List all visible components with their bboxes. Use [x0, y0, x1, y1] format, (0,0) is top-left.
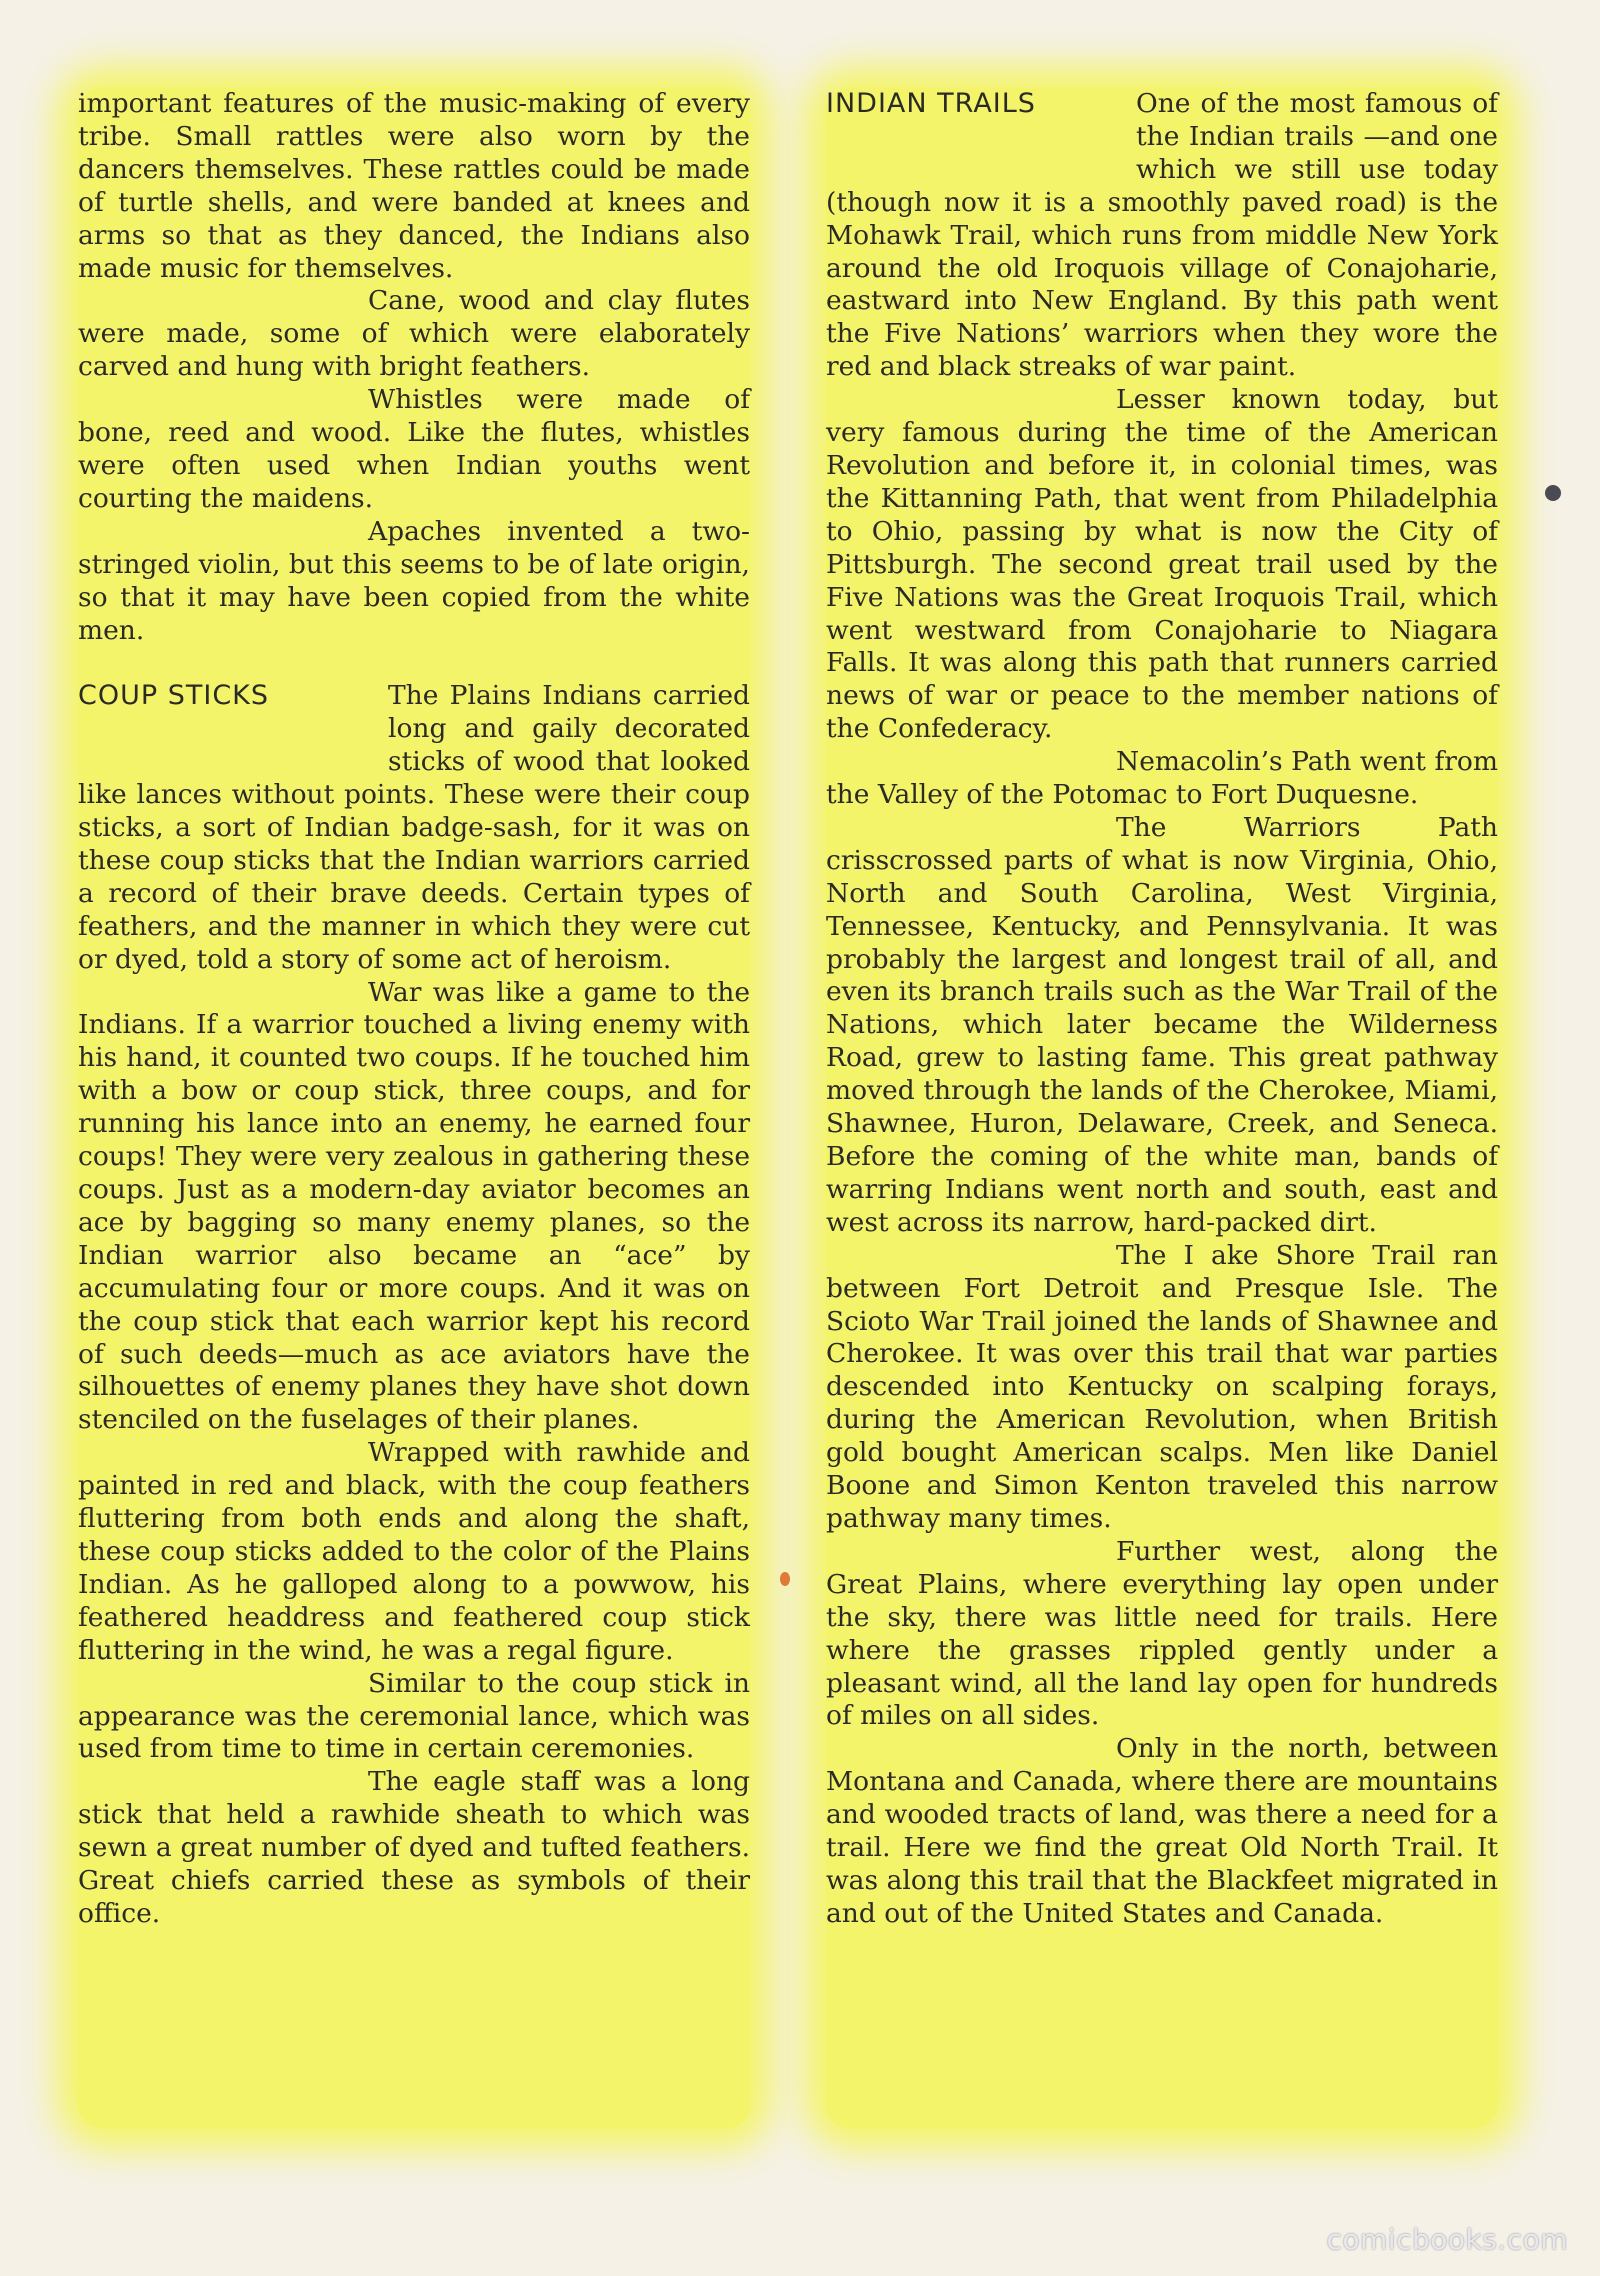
section-heading-indian-trails: INDIAN TRAILS — [826, 88, 1036, 119]
ink-speck — [1545, 485, 1561, 501]
paragraph-lake-shore: The I ake Shore Trail ran between Fort Detroit and Presque Isle. The Scioto War Trail joined the lands of Shawnee and Cherokee. It was over this trail that war parties descended into Kentucky on scalping forays, during the American Revolution, when British gold bought American scalps. Men like Daniel Boone and Simon Kenton traveled this narrow pathway many times. — [826, 1239, 1498, 1534]
right-text-column — [826, 88, 1498, 2128]
paragraph-war-game: War was like a game to the Indians. If a warrior touched a living enemy with his hand, it counted two coups. If he touched him with a bow or coup stick, three coups, and for running his lance into an enemy, he earned four coups! They were very zealous in gathering these coups. Just as a modern-day aviator becomes an ace by bagging so many enemy planes, so the Indian warrior also became an “ace” by accumulating four or more coups. And it was on the coup stick that each warrior kept his record of such deeds—much as ace aviators have the silhouettes of enemy planes they have shot down stenciled on the fuselages of their planes. — [78, 976, 750, 1436]
paragraph-lance: Similar to the coup stick in appearance was the ceremonial lance, which was used from time to time in certain ceremonies. — [78, 1667, 750, 1765]
ink-speck — [780, 1572, 790, 1586]
paragraph-violin: Apaches invented a two-stringed violin, but this seems to be of late origin, so that it may have been copied from the white men. — [78, 515, 750, 646]
section-coup-sticks — [78, 680, 750, 976]
paragraph-whistles: Whistles were made of bone, reed and wood. Like the flutes, whistles were often used when Indian youths went courting the maidens. — [78, 384, 750, 514]
paragraph-nemacolin: Nemacolin’s Path went from the Valley of the Potomac to Fort Duquesne. — [826, 746, 1498, 811]
paragraph-wrapped: Wrapped with rawhide and painted in red and black, with the coup feathers fluttering from both ends and along the shaft, these coup sticks added to the color of the Plains Indian. As he galloped along to a powwow, his feathered headdress and feathered coup stick fluttering in the wind, he was a regal figure. — [78, 1437, 750, 1666]
paragraph-flutes: Cane, wood and clay flutes were made, some of which were elaborately carved and hung with bright feathers. — [78, 285, 750, 383]
paragraph-warriors-path: The Warriors Path crisscrossed parts of what is now Virginia, Ohio, North and South Carolina, West Virginia, Tennessee, Kentucky, and Pennsylvania. It was probably the largest and longest trail of all, and even its branch trails such as the War Trail of the Nations, which later became the Wilderness Road, grew to lasting fame. This great pathway moved through the lands of the Cherokee, Miami, Shawnee, Huron, Delaware, Creek, and Seneca. Before the coming of the white man, bands of warring Indians went north and south, east and west across its narrow, hard-packed dirt. — [826, 811, 1498, 1238]
paragraph-further-west: Further west, along the Great Plains, where everything lay open under the sky, there was little need for trails. Here where the grasses rippled gently under a pleasant wind, all the land lay open for hundreds of miles on all sides. — [826, 1535, 1498, 1732]
paragraph-coup-intro: The Plains Indians carried long and gaily decorated sticks of wood that looked like lances without points. These were their coup sticks, a sort of Indian badge-sash, for it was on these coup sticks that the Indian warriors carried a record of their brave deeds. Certain types of feathers, and the manner in which they were cut or dyed, told a story of some act of heroism. — [78, 680, 750, 975]
paragraph-kittanning-path: Lesser known today, but very famous during the time of the American Revolution and before it, in colonial times, was the Kittanning Path, that went from Philadelphia to Ohio, passing by what is now the City of Pittsburgh. The second great trail used by the Five Nations was the Great Iroquois Trail, which went westward from Conajoharie to Niagara Falls. It was along this path that runners carried news of war or peace to the member nations of the Confederacy. — [826, 384, 1498, 745]
section-indian-trails — [826, 88, 1498, 384]
paragraph-mohawk-trail: One of the most famous of the Indian trails —and one which we still use today (though now it is a smoothly paved road) is the Mohawk Trail, which runs from middle New York around the old Iroquois village of Conajoharie, eastward into New England. By this path went the Five Nations’ warriors when they wore the red and black streaks of war paint. — [826, 88, 1498, 383]
source-watermark: comicbooks.com — [1326, 2223, 1568, 2256]
paragraph-rattles: important features of the music-making of every tribe. Small rattles were also worn by the dancers themselves. These rattles could be made of turtle shells, and were banded at knees and arms so that as they danced, the Indians also made music for themselves. — [78, 88, 750, 284]
paragraph-old-north-trail: Only in the north, between Montana and Canada, where there are mountains and wooded tracts of land, was there a need for a trail. Here we find the great Old North Trail. It was along this trail that the Blackfeet migrated in and out of the United States and Canada. — [826, 1733, 1498, 1929]
section-heading-coup-sticks: COUP STICKS — [78, 680, 270, 712]
section-gap — [78, 647, 750, 680]
left-text-column — [78, 88, 750, 2128]
paragraph-eagle-staff: The eagle staff was a long stick that held a rawhide sheath to which was sewn a great number of dyed and tufted feathers. Great chiefs carried these as symbols of their office. — [78, 1766, 750, 1929]
